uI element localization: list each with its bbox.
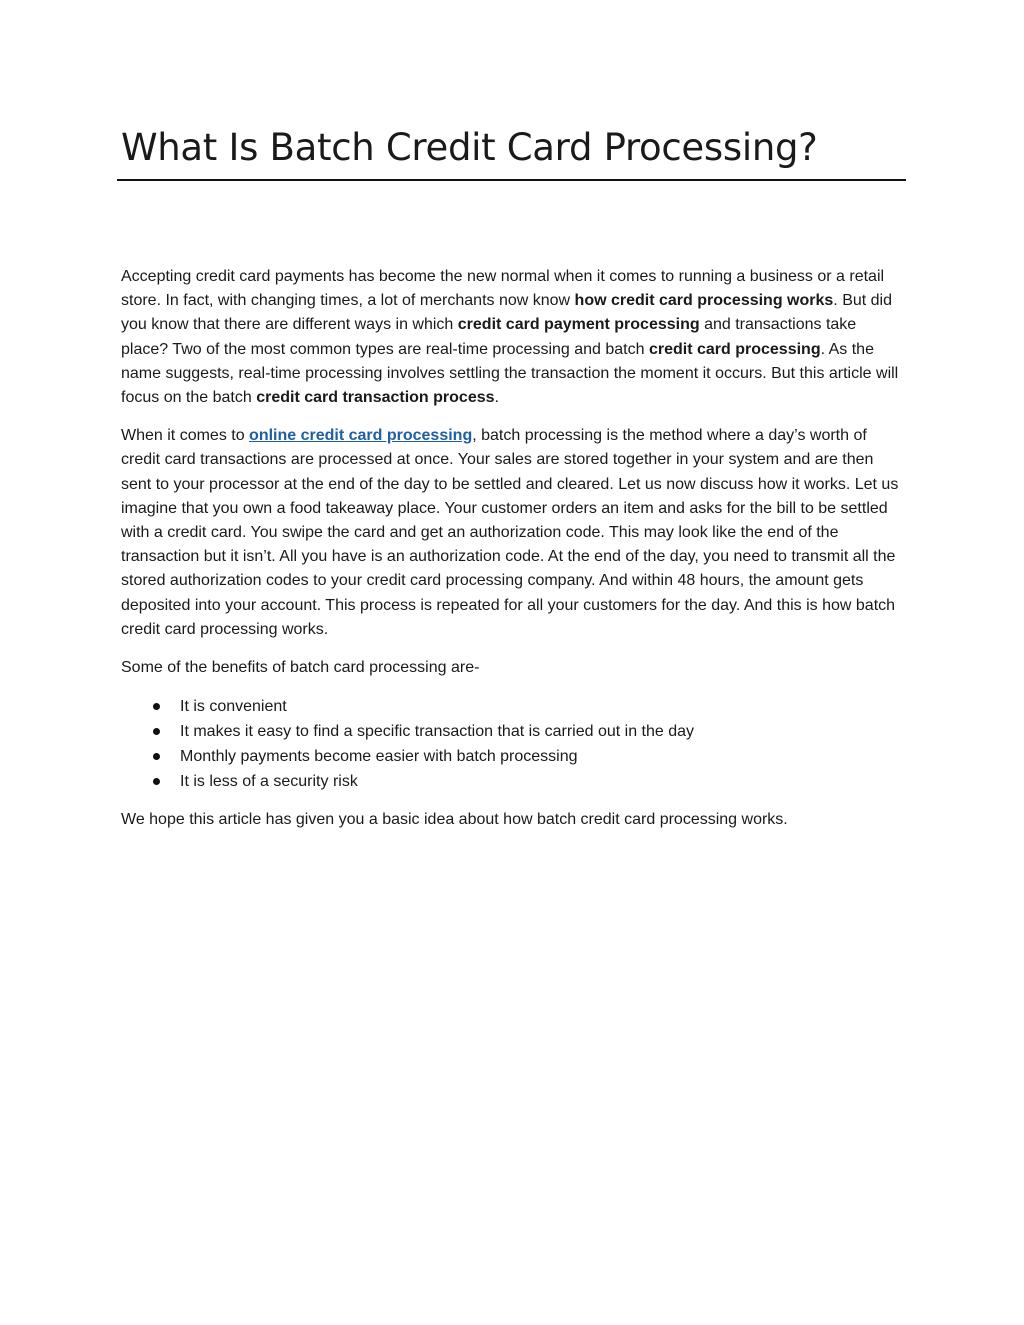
benefits-intro: Some of the benefits of batch card processing are- — [121, 659, 480, 677]
benefits-list — [121, 694, 903, 794]
list-item-text: It makes it easy to find a specific transaction that is carried out in the day — [180, 723, 695, 741]
bullet-icon — [153, 753, 160, 760]
explanation-text-1: When it comes to — [121, 427, 250, 445]
intro-bold-1: how credit card processing works — [574, 292, 834, 310]
intro-text-2: . But did you know that there are different ways in which — [121, 292, 892, 334]
bullet-icon — [153, 703, 160, 710]
list-item-text: Monthly payments become easier with batch processing — [180, 748, 578, 766]
list-item — [121, 744, 903, 769]
intro-bold-2: credit card payment processing — [457, 316, 700, 334]
intro-bold-3: credit card processing — [648, 340, 821, 358]
intro-text-4: . As the name suggests, real-time processing involves settling the transaction the moment it occurs. But this article will focus on the batch — [121, 340, 899, 407]
intro-bold-4: credit card transaction process — [256, 389, 495, 407]
list-item — [121, 769, 903, 794]
list-item-text: It is convenient — [180, 698, 287, 716]
list-item — [121, 719, 903, 744]
bullet-icon — [153, 728, 160, 735]
closing-paragraph: We hope this article has given you a basic idea about how batch credit card processing works. — [121, 811, 788, 829]
explanation-text-2: , batch processing is the method where a day’s worth of credit card transactions are processed at once. Your sales are stored together in your system and are then sent to your processor at the end of the day to be settled and cleared. Let us now discuss how it works. Let us imagine that you own a food takeaway place. Your customer orders an item and asks for the bill to be settled with a credit card. You swipe the card and get an authorization code. This may look like the end of the transaction but it isn’t. All you have is an authorization code. At the end of the day, you need to transmit all the stored authorization codes to your credit card processing company. And within 48 hours, the amount gets deposited into your account. This process is repeated for all your customers for the day. And this is how batch credit card processing works. — [121, 427, 899, 638]
intro-paragraph — [121, 265, 903, 410]
online-processing-link[interactable]: online credit card processing — [249, 427, 473, 445]
list-item — [121, 694, 903, 719]
intro-text-3: and transactions take place? Two of the most common types are real-time processing and batch — [121, 316, 857, 358]
page-title: What Is Batch Credit Card Processing? — [121, 126, 818, 169]
article-body — [121, 265, 903, 846]
title-underline — [117, 179, 906, 181]
explanation-paragraph — [121, 424, 903, 642]
list-item-text: It is less of a security risk — [180, 773, 358, 791]
bullet-icon — [153, 778, 160, 785]
intro-text-5: . — [494, 389, 499, 407]
intro-text-1: Accepting credit card payments has become the new normal when it comes to running a business or a retail store. In fact, with changing times, a lot of merchants now know — [121, 268, 885, 310]
